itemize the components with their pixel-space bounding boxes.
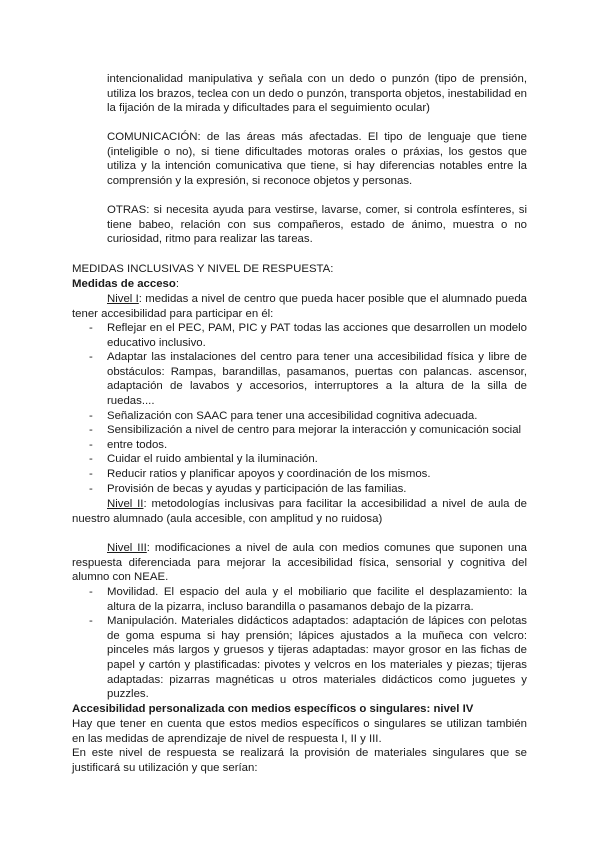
list-item: - Señalización con SAAC para tener una accesibilidad cognitiva adecuada. (72, 409, 527, 424)
paragraph-nivel-4-a: Hay que tener en cuenta que estos medios específicos o singulares se utilizan también en las medidas de aprendizaje de nivel de respuesta I, II y III. (72, 718, 527, 745)
heading-medidas-acceso (72, 277, 527, 292)
nivel-3-text: : modificaciones a nivel de aula con medios comunes que suponen una respuesta diferenciada para mejorar la accesibilidad física, sensorial y cognitiva del alumno con NEAE. (72, 542, 527, 584)
nivel-1-text: : medidas a nivel de centro que pueda hacer posible que el alumnado pueda tener accesibilidad para participar en él: (72, 293, 527, 320)
nivel-1-list (72, 321, 527, 496)
heading-acceso-colon: : (175, 278, 180, 290)
nivel-2-text: : metodologías inclusivas para facilitar la accesibilidad a nivel de aula de nuestro alumnado (aula accesible, con amplitud y no ruidosa) (72, 498, 527, 525)
list-item: - Movilidad. El espacio del aula y el mobiliario que facilite el desplazamiento: la altura de la pizarra, incluso barandilla o pasamanos debajo de la pizarra. (72, 585, 527, 614)
list-item: - Cuidar el ruido ambiental y la iluminación. (72, 452, 527, 467)
paragraph-nivel-1 (72, 292, 527, 321)
list-item: - Sensibilización a nivel de centro para mejorar la interacción y comunicación social (72, 423, 527, 438)
heading-nivel-4 (72, 702, 527, 717)
paragraph-comunicacion: COMUNICACIÓN: de las áreas más afectadas. El tipo de lenguaje que tiene (inteligible o no), si tiene dificultades motoras orales o práxias, los gestos que utiliza y la intención comunicativa que tiene, si hay diferencias notables entre la comprensión y la expresión, si reconoce objetos y personas. (107, 131, 527, 187)
nivel-1-label: Nivel I (107, 293, 139, 305)
nivel-3-label: Nivel III (107, 542, 147, 554)
paragraph-otras: OTRAS: si necesita ayuda para vestirse, lavarse, comer, si controla esfínteres, si tiene babeo, relación con sus compañeros, estado de ánimo, muestra o no curiosidad, ritmo para realizar las tareas. (107, 204, 527, 246)
list-item: - Manipulación. Materiales didácticos adaptados: adaptación de lápices con pelotas de goma espuma si hay prensión; lápices ajustados a la muñeca con velcro: pinceles más largos y gruesos y tijeras adaptadas: mayor grosor en las fichas de papel y cartón y plastificadas: pivotes y velcros en los materiales y piezas; tijeras adaptadas: pizarras magnéticas u otros materiales didácticos como juguetes y puzzles. (72, 614, 527, 702)
heading-acceso-text: Medidas de acceso (72, 278, 176, 290)
nivel-2-label: Nivel II (107, 498, 144, 510)
list-item: - entre todos. (72, 438, 527, 453)
paragraph-nivel-3 (72, 541, 527, 585)
paragraph-nivel-4-b: En este nivel de respuesta se realizará la provisión de materiales singulares que se justificará su utilización y que serían: (72, 747, 527, 774)
heading-nivel-4-text: Accesibilidad personalizada con medios específicos o singulares: nivel IV (72, 703, 474, 715)
list-item: - Adaptar las instalaciones del centro para tener una accesibilidad física y libre de obstáculos: Rampas, barandillas, pasamanos, puertas con palancas. ascensor, adaptación de lavabos y accesorios, interruptores a la altura de la silla de ruedas.... (72, 350, 527, 408)
nivel-3-list (72, 585, 527, 702)
paragraph-motor-continuation: intencionalidad manipulativa y señala con un dedo o punzón (tipo de prensión, utiliza los brazos, teclea con un dedo o punzón, transporta objetos, inestabilidad en la fijación de la mirada y dificultades para el seguimiento ocular) (107, 73, 527, 115)
heading-medidas-inclusivas: MEDIDAS INCLUSIVAS Y NIVEL DE RESPUESTA: (72, 263, 334, 275)
paragraph-nivel-2 (72, 497, 527, 526)
list-item: - Reflejar en el PEC, PAM, PIC y PAT todas las acciones que desarrollen un modelo educativo inclusivo. (72, 321, 527, 350)
list-item: - Provisión de becas y ayudas y participación de las familias. (72, 482, 527, 497)
list-item: - Reducir ratios y planificar apoyos y coordinación de los mismos. (72, 467, 527, 482)
